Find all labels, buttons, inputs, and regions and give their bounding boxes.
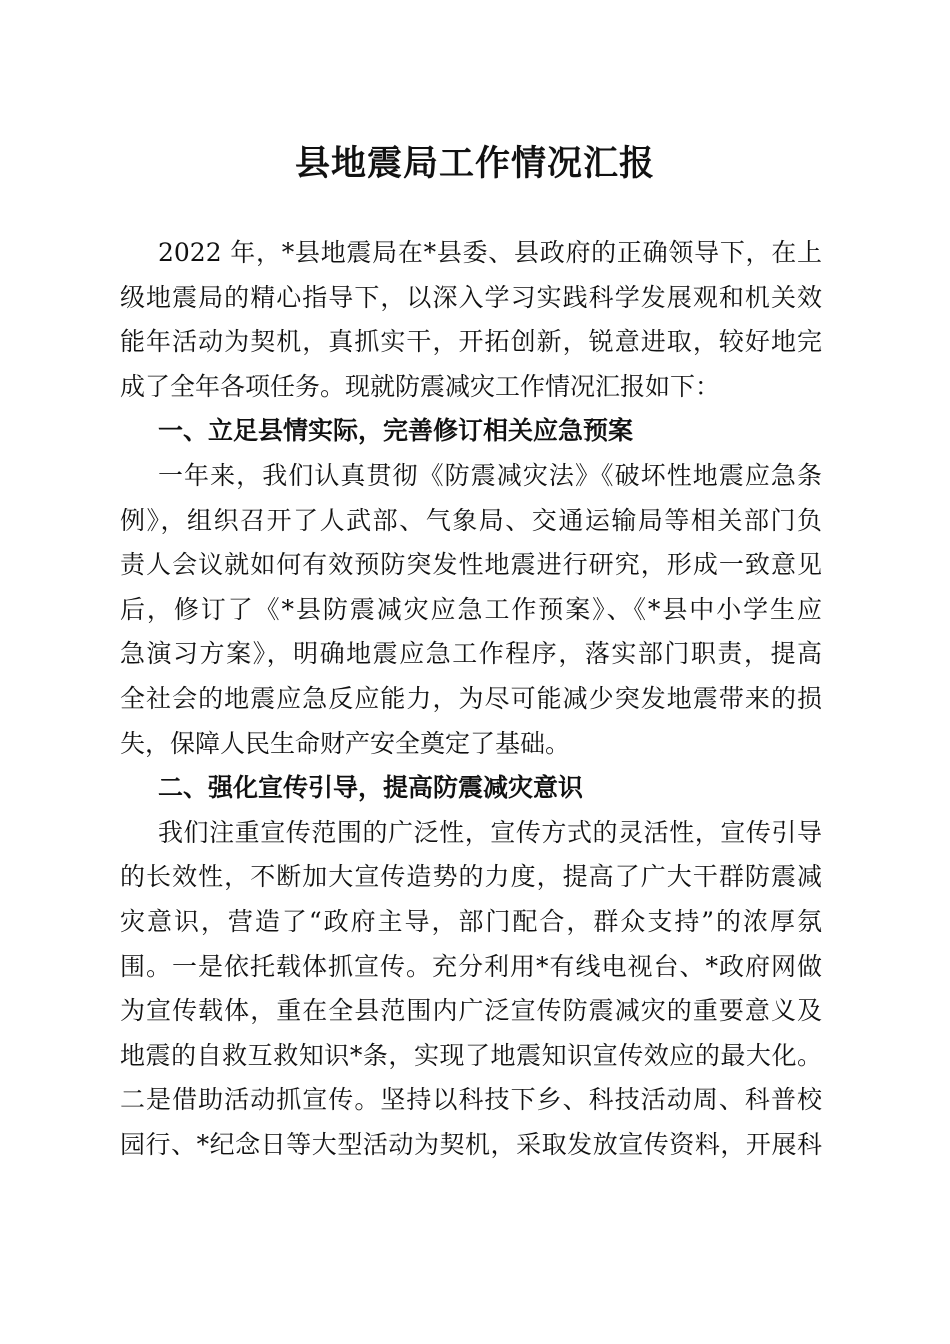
paragraph-line: 园行、*纪念日等大型活动为契机，采取发放宣传资料，开展科	[120, 1129, 822, 1159]
paragraph-line: 一年来，我们认真贯彻《防震减灾法》《破坏性地震应急条	[158, 460, 822, 490]
paragraph-line: 例》，组织召开了人武部、气象局、交通运输局等相关部门负	[120, 505, 822, 535]
paragraph-line: 全社会的地震应急反应能力，为尽可能减少突发地震带来的损	[120, 683, 822, 713]
paragraph-line: 急演习方案》，明确地震应急工作程序，落实部门职责，提高	[120, 639, 822, 669]
paragraph-line: 我们注重宣传范围的广泛性，宣传方式的灵活性，宣传引导	[158, 817, 822, 847]
document-body	[120, 231, 822, 1167]
paragraph-line: 为宣传载体，重在全县范围内广泛宣传防震减灾的重要意义及	[120, 996, 822, 1026]
paragraph-line: 灾意识，营造了“政府主导，部门配合，群众支持”的浓厚氛	[120, 906, 822, 936]
paragraph-line: 后，修订了《*县防震减灾应急工作预案》、《*县中小学生应	[120, 594, 822, 624]
paragraph-line: 责人会议就如何有效预防突发性地震进行研究，形成一致意见	[120, 550, 822, 580]
paragraph-line: 围。一是依托载体抓宣传。充分利用*有线电视台、*政府网做	[120, 951, 822, 981]
paragraph-line: 失，保障人民生命财产安全奠定了基础。	[120, 728, 571, 758]
paragraph-line: 二是借助活动抓宣传。坚持以科技下乡、科技活动周、科普校	[120, 1085, 822, 1115]
intro-line: 级地震局的精心指导下，以深入学习实践科学发展观和机关效	[120, 282, 822, 312]
section-heading: 一、立足县情实际，完善修订相关应急预案	[158, 416, 634, 446]
document-title: 县地震局工作情况汇报	[294, 143, 655, 184]
paragraph-line: 地震的自救互救知识*条，实现了地震知识宣传效应的最大化。	[120, 1040, 822, 1070]
section-heading: 二、强化宣传引导，提高防震减灾意识	[158, 773, 584, 803]
intro-line: 成了全年各项任务。现就防震减灾工作情况汇报如下：	[120, 371, 721, 401]
intro-line: 能年活动为契机，真抓实干，开拓创新，锐意进取，较好地完	[120, 327, 822, 357]
intro-line: 2022 年，*县地震局在*县委、县政府的正确领导下，在上	[158, 238, 822, 267]
paragraph-line: 的长效性，不断加大宣传造势的力度，提高了广大干群防震减	[120, 862, 822, 892]
